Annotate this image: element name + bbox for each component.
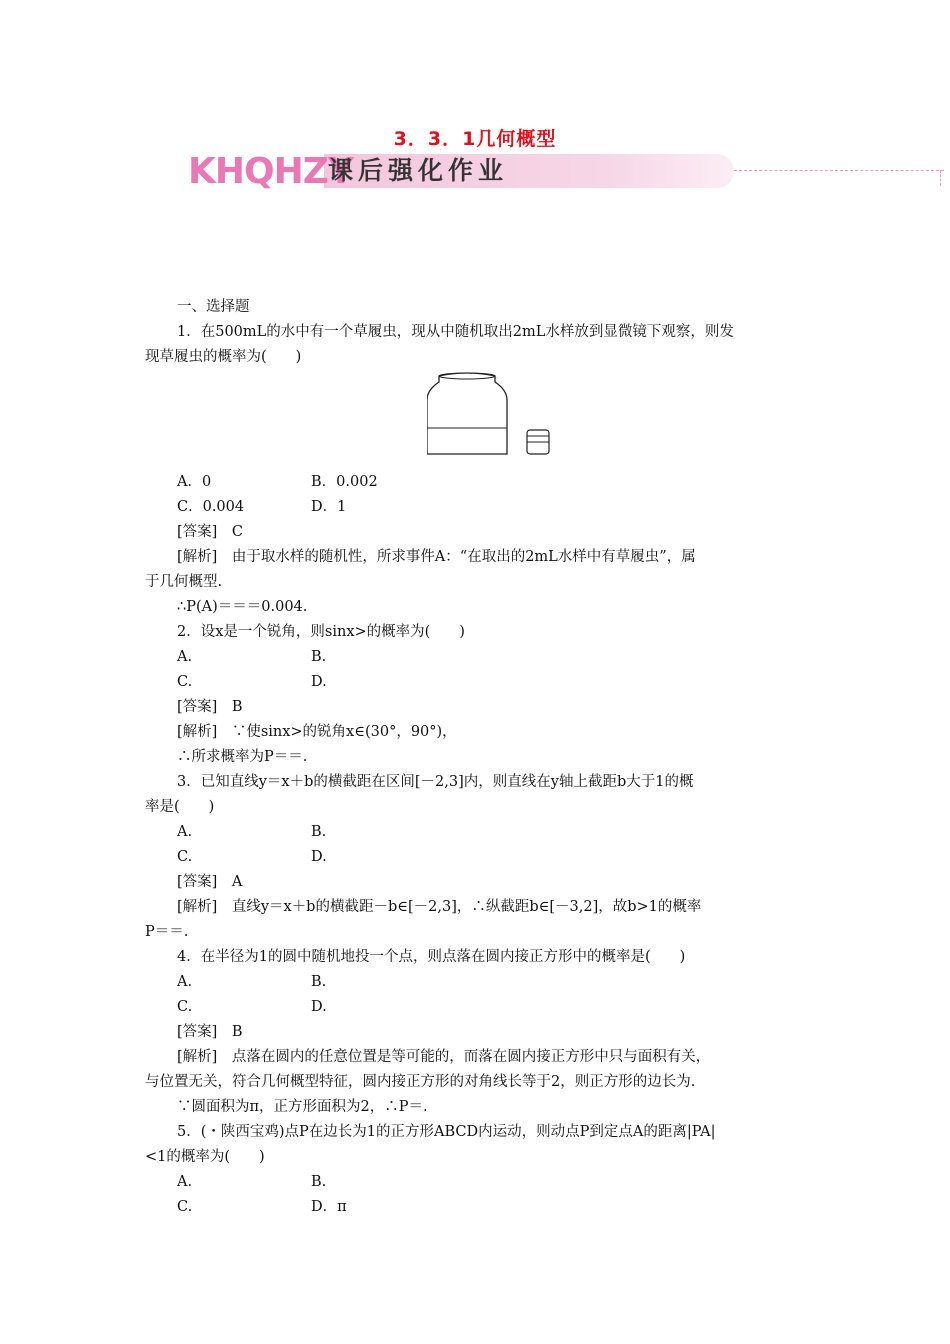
q1-option-a: A．0 [177, 474, 212, 490]
q3-analysis-line1: [解析] 直线y＝x＋b的横截距－b∈[－2,3]，∴纵截距b∈[－3,2]，故b>1的概率 [177, 899, 702, 915]
q1-option-d: D．1 [311, 499, 347, 515]
q3-analysis-line2: P＝＝. [145, 924, 189, 940]
q1-stem-line2: 现草履虫的概率为( ) [145, 349, 302, 365]
q1-answer: [答案] C [177, 524, 243, 540]
q2-result: ∴所求概率为P＝＝. [177, 749, 308, 765]
q3-option-b: B. [311, 824, 327, 840]
q1-result: ∴P(A)＝＝＝0.004. [177, 599, 308, 615]
q4-options-row1 [145, 970, 810, 995]
q3-options-row1 [145, 820, 810, 845]
page-title: 3．3．1几何概型 [393, 128, 557, 150]
q1-option-b: B．0.002 [311, 474, 378, 490]
q3-stem-line2: 率是( ) [145, 799, 215, 815]
q3-options-row2 [145, 845, 810, 870]
q2-options-row2 [145, 670, 810, 695]
q2-option-d: D. [311, 674, 327, 690]
q4-result: ∵圆面积为π，正方形面积为2，∴P＝. [177, 1099, 428, 1115]
q4-option-a: A. [177, 974, 193, 990]
q5-stem-line2: <1的概率为( ) [145, 1149, 265, 1165]
q2-option-b: B. [311, 649, 327, 665]
q4-answer: [答案] B [177, 1024, 243, 1040]
section-heading: 一、选择题 [177, 299, 250, 315]
worksheet-content [145, 295, 810, 1220]
q2-options-row1 [145, 645, 810, 670]
q3-option-a: A. [177, 824, 193, 840]
q4-analysis-line1: [解析] 点落在圆内的任意位置是等可能的，而落在圆内接正方形中只与面积有关， [177, 1049, 711, 1065]
q5-option-d: D．π [311, 1199, 347, 1215]
q2-option-a: A. [177, 649, 193, 665]
q4-analysis-line2: 与位置无关，符合几何概型特征，圆内接正方形的对角线长等于2，则正方形的边长为. [145, 1074, 696, 1090]
q3-option-d: D. [311, 849, 327, 865]
q5-option-c: C. [177, 1199, 193, 1215]
q4-options-row2 [145, 995, 810, 1020]
q2-answer: [答案] B [177, 699, 243, 715]
q1-option-c: C．0.004 [177, 499, 245, 515]
q1-figure-jars [145, 370, 810, 470]
q2-option-c: C. [177, 674, 193, 690]
banner-label: 课后强化作业 [328, 156, 509, 185]
q5-option-b: B. [311, 1174, 327, 1190]
q2-analysis: [解析] ∵使sinx>的锐角x∈(30°，90°)， [177, 724, 457, 740]
q3-stem-line1: 3．已知直线y＝x＋b的横截距在区间[－2,3]内，则直线在y轴上截距b大于1的概 [177, 774, 694, 790]
q3-option-c: C. [177, 849, 193, 865]
q1-analysis-line2: 于几何概型. [145, 574, 223, 590]
q2-stem: 2．设x是一个锐角，则sinx>的概率为( ) [177, 624, 465, 640]
q1-options-row2 [145, 495, 810, 520]
banner-dashed-line [734, 170, 944, 171]
q5-option-a: A. [177, 1174, 193, 1190]
banner-code: KHQHZY [188, 151, 353, 192]
q1-options-row1 [145, 470, 810, 495]
q5-options-row1 [145, 1170, 810, 1195]
q3-answer: [答案] A [177, 874, 243, 890]
q1-stem-line1: 1．在500mL的水中有一个草履虫，现从中随机取出2mL水样放到显微镜下观察，则发 [177, 324, 734, 340]
q4-stem: 4．在半径为1的圆中随机地投一个点，则点落在圆内接正方形中的概率是( ) [177, 949, 686, 965]
banner-dashed-tail [940, 170, 941, 186]
q4-option-c: C. [177, 999, 193, 1015]
q4-option-b: B. [311, 974, 327, 990]
jar-illustration [427, 372, 567, 464]
q5-options-row2 [145, 1195, 810, 1220]
q1-analysis-line1: [解析] 由于取水样的随机性，所求事件A：“在取出的2mL水样中有草履虫”，属 [177, 549, 696, 565]
q5-stem-line1: 5．(・陕西宝鸡)点P在边长为1的正方形ABCD内运动，则动点P到定点A的距离|PA| [177, 1124, 716, 1140]
q4-option-d: D. [311, 999, 327, 1015]
